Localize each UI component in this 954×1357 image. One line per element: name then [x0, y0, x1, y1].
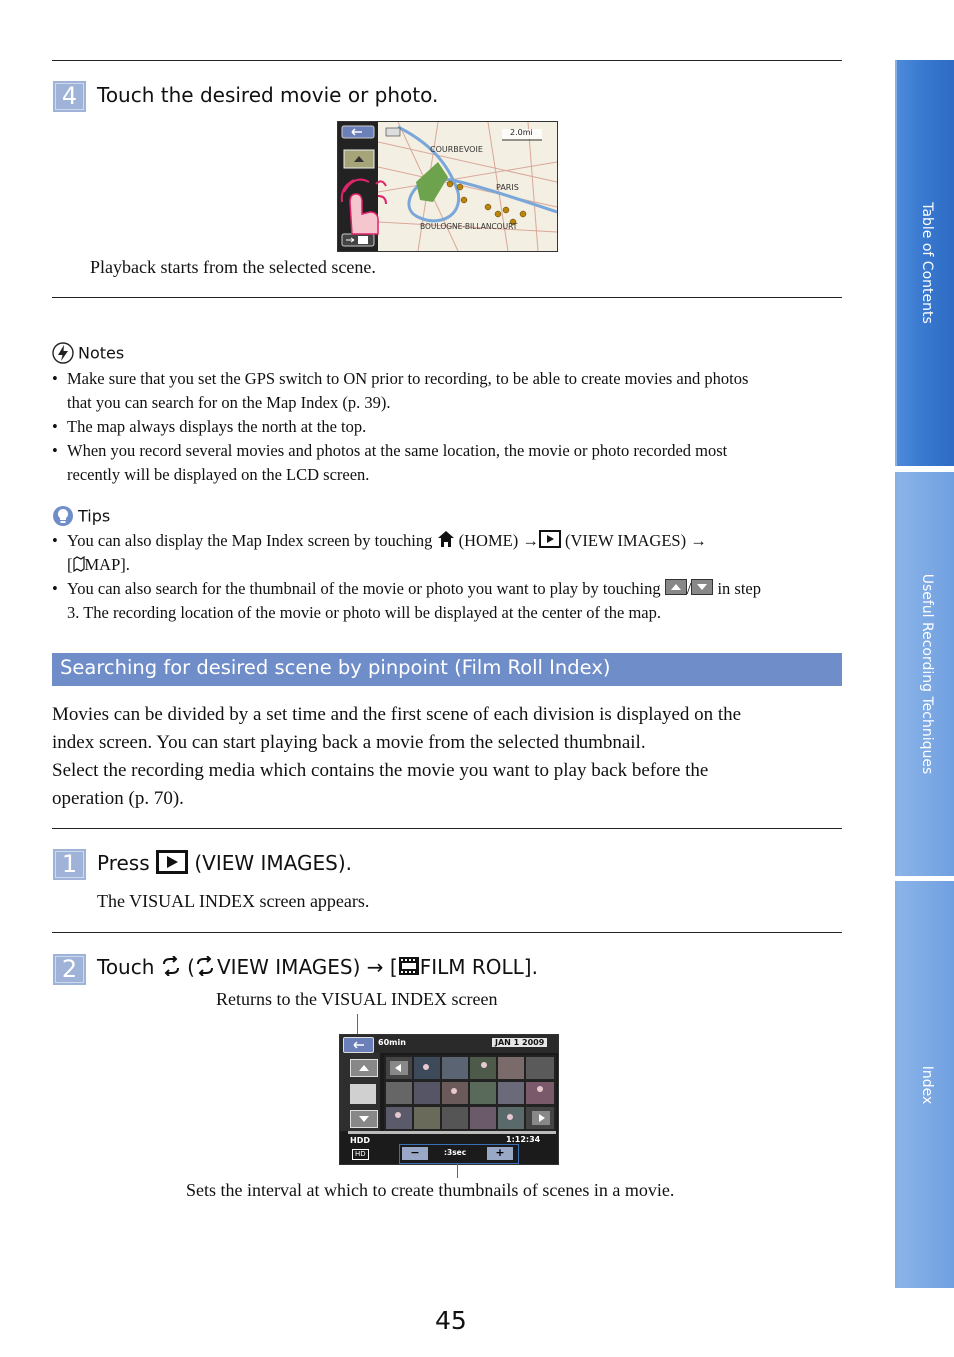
- arrow-right-icon: →: [522, 531, 539, 550]
- tips-heading-label: Tips: [78, 506, 111, 526]
- battery-remaining: 60min: [378, 1038, 406, 1047]
- step-1-caption: The VISUAL INDEX screen appears.: [97, 891, 370, 911]
- intro-line-1: Movies can be divided by a set time and the first scene of each division is displayed on the: [52, 704, 742, 725]
- callout-interval-label: Sets the interval at which to create thumbnails of scenes in a movie.: [186, 1180, 675, 1200]
- selected-position-indicator: [350, 1084, 376, 1104]
- up-arrow-icon: [351, 1060, 377, 1076]
- notes-icon: [52, 342, 74, 364]
- media-label: HDD: [350, 1136, 370, 1145]
- switch-image-type-icon: [161, 956, 181, 976]
- down-arrow-button-icon: [691, 579, 713, 595]
- timeline-bar: [348, 1131, 556, 1134]
- step-4-title: Touch the desired movie or photo.: [97, 83, 439, 107]
- tips-heading: [52, 505, 110, 527]
- notes-heading-label: Notes: [78, 343, 125, 363]
- top-rule: [52, 60, 842, 61]
- step-1-rule: [52, 932, 842, 933]
- step-4-caption: Playback starts from the selected scene.: [90, 257, 376, 277]
- side-tab-index[interactable]: Index: [895, 881, 954, 1288]
- return-button[interactable]: [343, 1037, 374, 1053]
- callout-return-line: [357, 1014, 358, 1036]
- side-tab-useful-recording-techniques[interactable]: Useful Recording Techniques: [895, 472, 954, 876]
- side-tab-table-of-contents[interactable]: Table of Contents: [895, 60, 954, 466]
- step-2-title: Touch ( VIEW IMAGES) → [ FILM ROLL].: [97, 955, 538, 979]
- map-label-courbevoie: COURBEVOIE: [430, 145, 483, 154]
- callout-return-label: Returns to the VISUAL INDEX screen: [216, 989, 498, 1009]
- view-images-icon: [539, 530, 561, 548]
- intro-line-4: operation (p. 70).: [52, 788, 184, 809]
- tips-lightbulb-icon: [52, 505, 74, 527]
- view-images-switch-icon: [195, 956, 217, 976]
- section-title: Searching for desired scene by pinpoint (Film Roll Index): [60, 656, 611, 679]
- hd-quality-badge: HD: [352, 1149, 369, 1160]
- view-images-icon: [156, 850, 188, 874]
- film-roll-index-screenshot: [339, 1034, 559, 1165]
- step-number-1: 1: [53, 849, 86, 880]
- page-number: 45: [435, 1306, 467, 1335]
- film-roll-icon: [398, 956, 420, 976]
- intro-line-2: index screen. You can start playing back a movie from the selected thumbnail.: [52, 732, 646, 753]
- intro-line-3: Select the recording media which contains the movie you want to play back before the: [52, 760, 709, 781]
- section-heading-bar: [52, 653, 842, 686]
- interval-plus-button[interactable]: +: [487, 1147, 513, 1160]
- interval-value: :3sec: [444, 1148, 467, 1157]
- step-number-2: 2: [53, 954, 86, 985]
- down-arrow-icon: [351, 1111, 377, 1127]
- scroll-down-button[interactable]: [350, 1110, 378, 1128]
- arrow-right-icon: →: [690, 531, 707, 550]
- arrow-right-icon: →: [366, 955, 384, 979]
- step-4-rule: [52, 297, 842, 298]
- interval-minus-button[interactable]: −: [402, 1147, 428, 1160]
- map-label-boulogne: BOULOGNE-BILLANCOURT: [420, 222, 518, 231]
- date-display: JAN 1 2009: [492, 1038, 547, 1047]
- return-icon: [344, 1038, 373, 1052]
- map-label-paris: PARIS: [496, 183, 519, 192]
- step-number-4: 4: [53, 81, 86, 112]
- callout-interval-line: [457, 1163, 458, 1178]
- home-icon: [437, 530, 455, 548]
- movie-time: 1:12:34: [506, 1135, 541, 1144]
- intro-rule: [52, 828, 842, 829]
- step-1-title: Press (VIEW IMAGES).: [97, 851, 352, 875]
- map-icon: [73, 556, 85, 572]
- notes-heading: [52, 342, 124, 364]
- scroll-up-button[interactable]: [350, 1059, 378, 1077]
- map-illustration: [338, 122, 557, 251]
- up-arrow-button-icon: [665, 579, 687, 595]
- thumbnail-grid: [384, 1055, 556, 1131]
- map-scale: 2.0mi: [510, 128, 533, 137]
- map-index-screenshot: [337, 121, 558, 252]
